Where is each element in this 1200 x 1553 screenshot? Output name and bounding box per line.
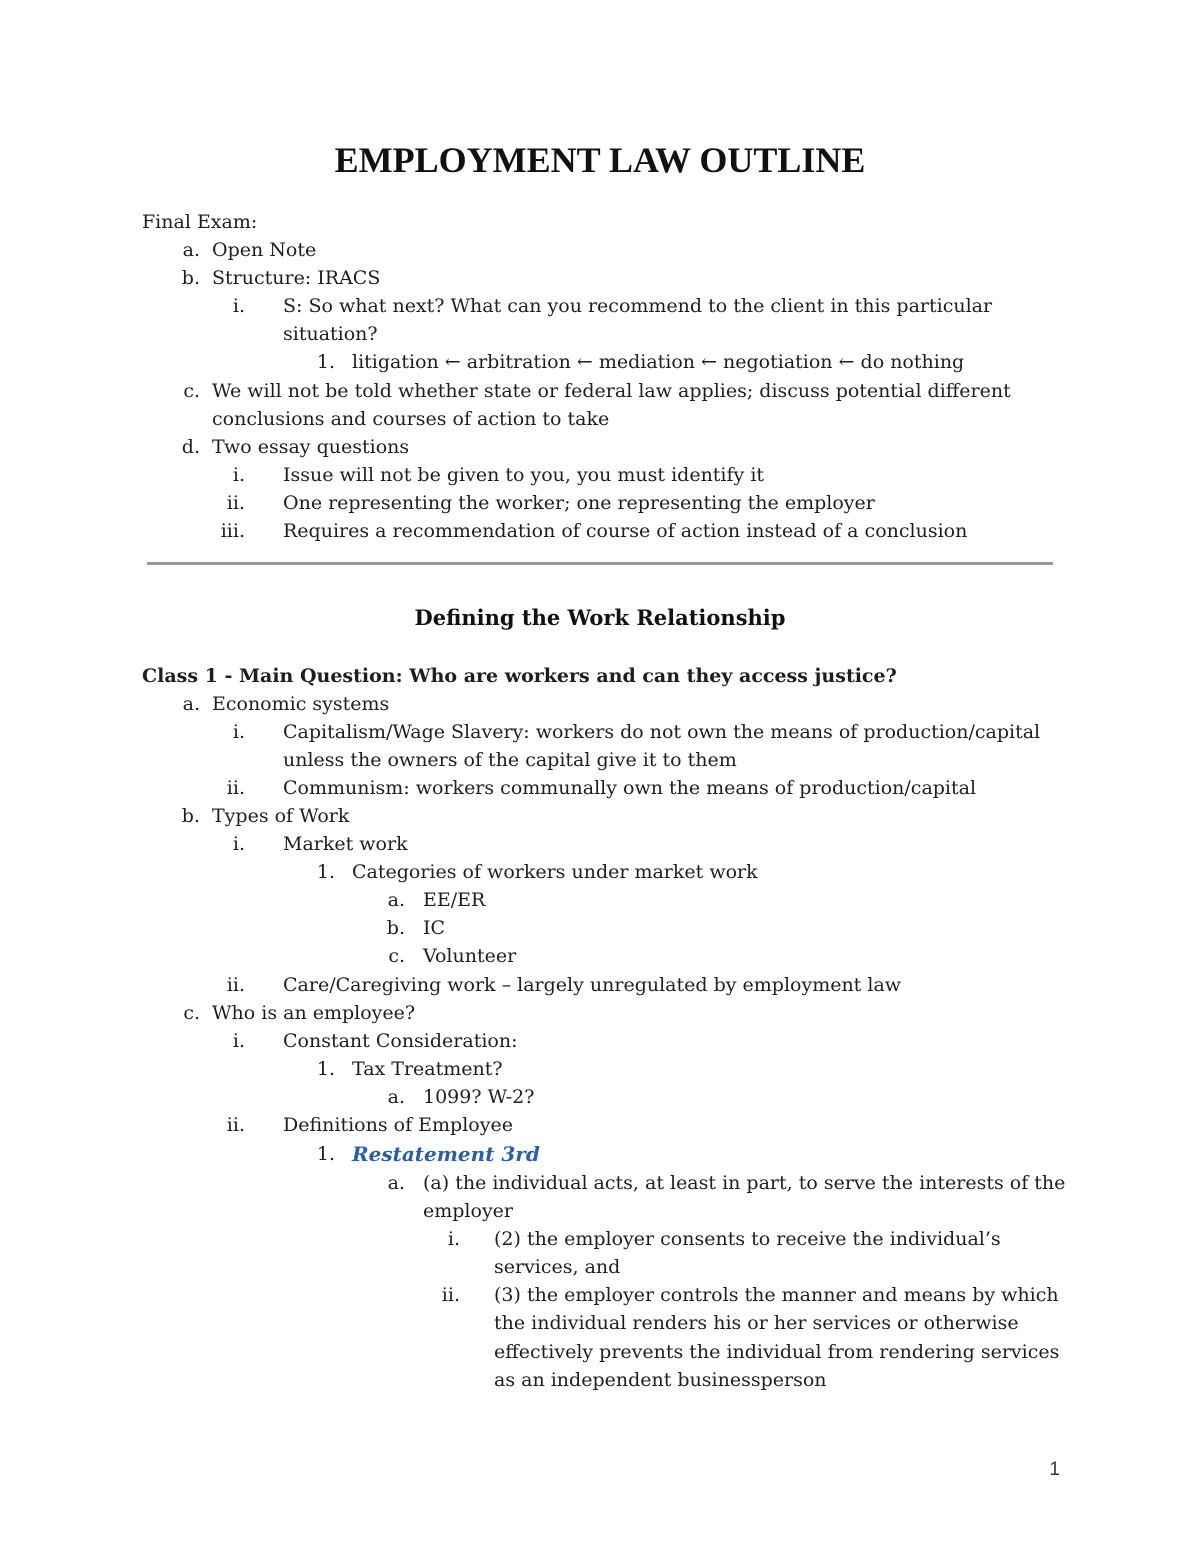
list-marker: i. [447, 1228, 460, 1250]
list-item-continued: the individual renders his or her services or otherwise [494, 1312, 1019, 1334]
list-item: Structure: IRACS [212, 267, 381, 289]
class-label: Class 1 - Main Question: [142, 665, 403, 687]
list-marker: b. [386, 917, 405, 939]
list-marker: ii. [226, 777, 245, 799]
list-item: Two essay questions [212, 436, 410, 458]
list-marker: c. [183, 1002, 200, 1024]
list-marker: d. [181, 436, 200, 458]
list-item: Tax Treatment? [352, 1058, 503, 1080]
list-item-continued: employer [423, 1200, 513, 1222]
list-item: Economic systems [212, 693, 390, 715]
list-item-continued: as an independent businessperson [494, 1369, 827, 1391]
list-marker: c. [183, 380, 200, 402]
list-marker: a. [182, 693, 200, 715]
list-item: Capitalism/Wage Slavery: workers do not own the means of production/capital [283, 721, 1041, 743]
list-marker: ii. [226, 492, 245, 514]
list-item: (3) the employer controls the manner and means by which [494, 1284, 1059, 1306]
list-item: (a) the individual acts, at least in part, to serve the interests of the [423, 1172, 1066, 1194]
list-item-continued: situation? [283, 323, 378, 345]
document-title: EMPLOYMENT LAW OUTLINE [334, 140, 866, 180]
list-marker: a. [182, 239, 200, 261]
list-marker: b. [181, 267, 200, 289]
list-marker: i. [232, 1030, 245, 1052]
list-item: (2) the employer consents to receive the individual’s [494, 1228, 1001, 1250]
list-marker: b. [181, 805, 200, 827]
list-item: Market work [283, 833, 408, 855]
list-item: IC [423, 917, 446, 939]
list-item: Constant Consideration: [283, 1030, 518, 1052]
list-item-continued: unless the owners of the capital give it to them [283, 749, 737, 771]
list-item: Volunteer [423, 945, 517, 967]
list-item: Requires a recommendation of course of action instead of a conclusion [283, 520, 968, 542]
list-item: Open Note [212, 239, 317, 261]
list-marker: 1. [316, 1058, 335, 1080]
list-item-continued: effectively prevents the individual from rendering services [494, 1341, 1060, 1363]
list-item: S: So what next? What can you recommend to the client in this particular [283, 295, 993, 317]
list-marker: i. [232, 464, 245, 486]
list-item: EE/ER [423, 889, 486, 911]
list-marker: a. [387, 1086, 405, 1108]
list-item: Communism: workers communally own the means of production/capital [283, 777, 977, 799]
final-exam-heading: Final Exam: [142, 211, 258, 233]
list-item-continued: conclusions and courses of action to take [212, 408, 610, 430]
list-marker: ii. [441, 1284, 460, 1306]
list-item: One representing the worker; one representing the employer [283, 492, 875, 514]
class-question: Who are workers and can they access justice? [409, 665, 897, 687]
list-item: Definitions of Employee [283, 1114, 513, 1136]
list-marker: i. [232, 833, 245, 855]
list-item: 1099? W-2? [423, 1086, 535, 1108]
section-title: Defining the Work Relationship [414, 605, 786, 630]
list-marker: ii. [226, 1114, 245, 1136]
list-marker: 1. [316, 351, 335, 373]
list-item: Types of Work [212, 805, 350, 827]
list-marker: 1. [316, 1143, 335, 1165]
horizontal-divider [147, 562, 1053, 565]
list-item: Issue will not be given to you, you must identify it [283, 464, 765, 486]
list-item: litigation ← arbitration ← mediation ← negotiation ← do nothing [352, 351, 965, 373]
list-marker: a. [387, 889, 405, 911]
list-item-continued: services, and [494, 1256, 621, 1278]
list-marker: i. [232, 295, 245, 317]
list-marker: iii. [220, 520, 245, 542]
list-marker: c. [388, 945, 405, 967]
list-item: Care/Caregiving work – largely unregulated by employment law [283, 974, 902, 996]
list-marker: 1. [316, 861, 335, 883]
list-item: Categories of workers under market work [352, 861, 758, 883]
list-item: We will not be told whether state or federal law applies; discuss potential different [212, 380, 1011, 402]
list-marker: ii. [226, 974, 245, 996]
list-marker: a. [387, 1172, 405, 1194]
restatement-heading: Restatement 3rd [352, 1142, 540, 1166]
page-number: 1 [1049, 1459, 1060, 1480]
list-marker: i. [232, 721, 245, 743]
list-item: Who is an employee? [212, 1002, 416, 1024]
class-heading [142, 662, 897, 690]
